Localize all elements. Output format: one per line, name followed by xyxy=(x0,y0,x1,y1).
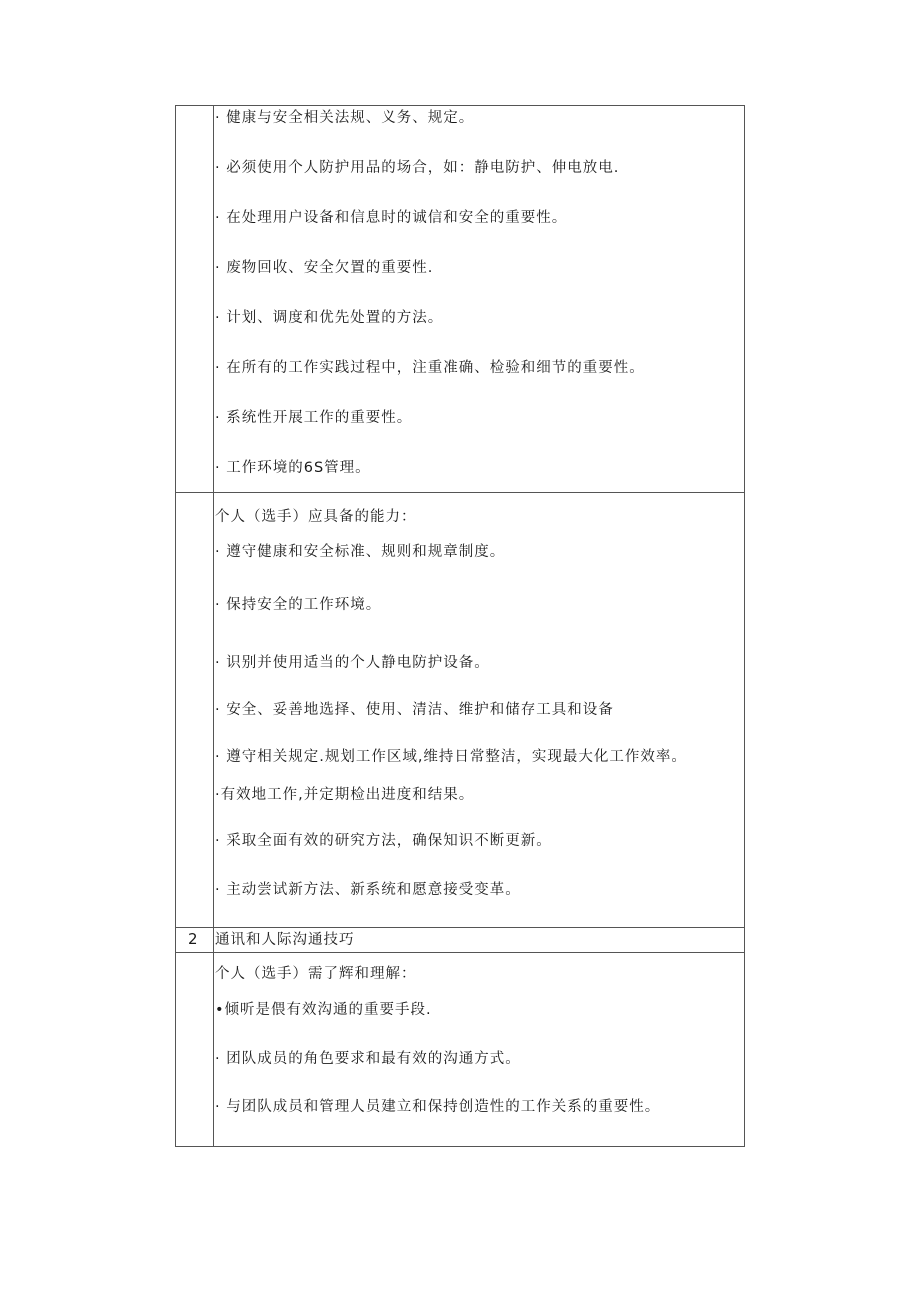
section-heading: 个人（选手）应具备的能力： xyxy=(215,509,417,525)
list-item: · 计划、调度和优先处置的方法。 xyxy=(215,310,444,326)
list-item: · 团队成员的角色要求和最有效的沟通方式。 xyxy=(215,1051,521,1067)
row-number: 2 xyxy=(188,930,198,948)
list-item: · 在处理用户设备和信息时的诚信和安全的重要性。 xyxy=(215,210,568,226)
column-divider xyxy=(213,106,214,1146)
list-item: · 安全、妥善地选择、使用、清洁、维护和储存工具和设备 xyxy=(215,702,614,718)
list-item: · 健康与安全相关法规、义务、规定。 xyxy=(215,110,475,126)
list-item: · 采取全面有效的研究方法，确保知识不断更新。 xyxy=(215,833,552,849)
list-item: · 废物回收、安全欠置的重要性. xyxy=(215,260,434,276)
list-item: ·有效地工作,并定期检出进度和结果。 xyxy=(215,787,475,803)
list-item: · 工作环境的6S管理。 xyxy=(215,460,371,476)
row-divider xyxy=(176,952,744,953)
list-item: · 识别并使用适当的个人静电防护设备。 xyxy=(215,655,490,671)
section-heading: 个人（选手）需了辉和理解： xyxy=(215,966,417,982)
list-item: · 在所有的工作实践过程中，注重准确、检验和细节的重要性。 xyxy=(215,360,645,376)
row-divider xyxy=(176,492,744,493)
list-item: · 保持安全的工作环境。 xyxy=(215,597,382,613)
list-item: · 遵守健康和安全标准、规则和规章制度。 xyxy=(215,544,506,560)
list-item: · 遵守相关规定.规划工作区域,维持日常整洁，实现最大化工作效率。 xyxy=(215,749,687,765)
list-item: •倾听是偎有效沟通的重要手段. xyxy=(215,1002,432,1018)
section-title: 通讯和人际沟通技巧 xyxy=(215,932,355,948)
list-item: · 主动尝试新方法、新系统和愿意接受变革。 xyxy=(215,882,521,898)
list-item: · 与团队成员和管理人员建立和保持创造性的工作关系的重要性。 xyxy=(215,1099,661,1115)
row-divider xyxy=(176,927,744,928)
list-item: · 必须使用个人防护用品的场合，如：静电防护、伸电放电. xyxy=(215,160,620,176)
list-item: · 系统性开展工作的重要性。 xyxy=(215,410,413,426)
